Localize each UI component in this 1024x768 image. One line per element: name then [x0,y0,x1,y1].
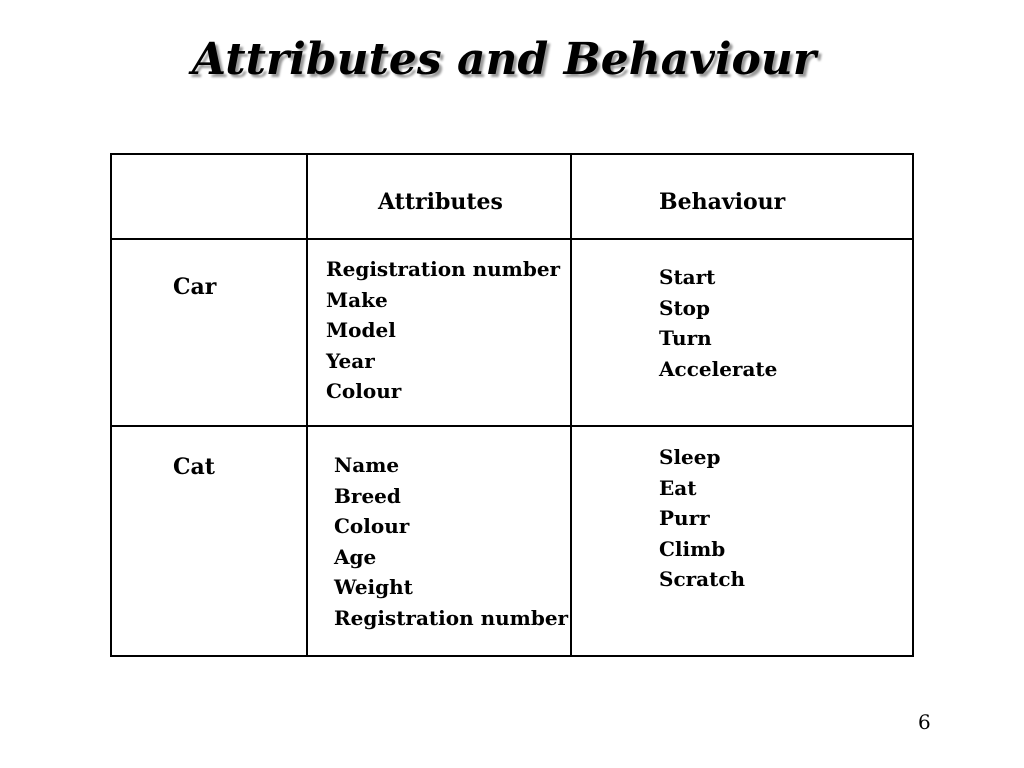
list-item: Name [334,453,400,477]
list-item: Accelerate [659,356,778,381]
table-border-left [110,153,112,657]
header-behaviour: Behaviour [659,189,786,215]
cat-attributes-list [334,450,568,633]
page-number: 6 [918,710,931,734]
list-item: Sleep [659,445,721,469]
table-divider-col-1 [306,153,308,657]
list-item: Age [334,544,377,569]
table-divider-header [110,238,914,240]
list-item: Scratch [659,567,746,591]
list-item: Colour [334,514,410,538]
list-item: Stop [659,295,711,320]
list-item: Registration number [326,257,561,281]
table-divider-col-2 [570,153,572,657]
list-item: Weight [334,575,413,599]
car-attributes-list [326,254,560,407]
list-item: Make [326,287,388,312]
list-item: Turn [659,326,712,350]
list-item: Model [326,318,396,342]
row-label-cat: Cat [173,454,215,480]
list-item: Purr [659,506,710,530]
list-item: Climb [659,536,726,561]
table-border-right [912,153,914,657]
table-border-top [110,153,914,155]
list-item: Eat [659,475,697,500]
table-divider-row [110,425,914,427]
car-behaviours-list [659,262,777,384]
cat-behaviours-list [659,442,745,595]
row-label-car: Car [173,274,217,300]
table-border-bottom [110,655,914,657]
list-item: Registration number [334,605,569,630]
list-item: Breed [334,483,401,508]
slide-title: Attributes and Behaviour [191,34,817,85]
header-attributes: Attributes [378,189,503,215]
list-item: Colour [326,379,402,403]
list-item: Start [659,265,716,289]
list-item: Year [326,348,375,373]
